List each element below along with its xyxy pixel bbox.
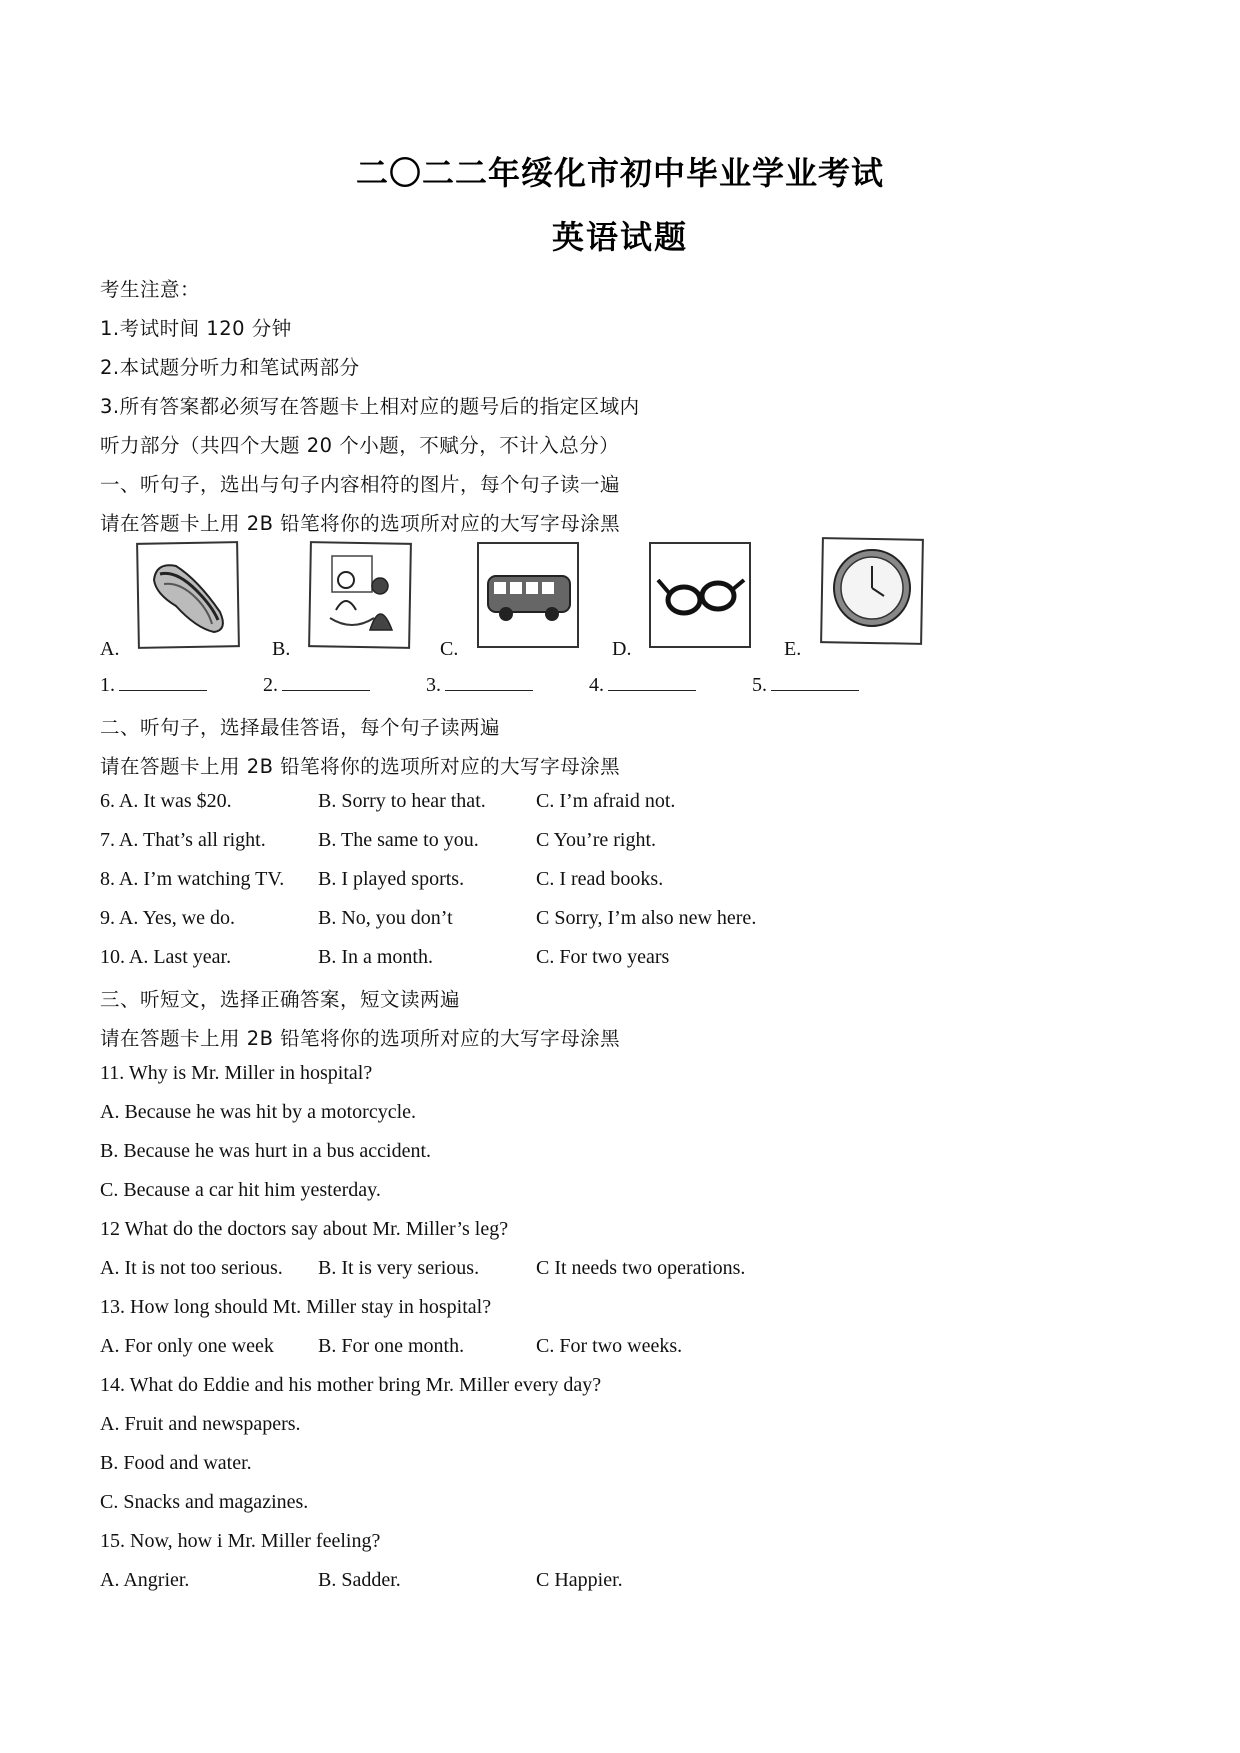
question-15: 15. Now, how i Mr. Miller feeling?	[100, 1530, 381, 1552]
question-row	[100, 868, 1140, 894]
page-subtitle: 英语试题	[551, 218, 688, 256]
option-a: A. Fruit and newspapers.	[100, 1413, 301, 1435]
option-b: B. Food and water.	[100, 1452, 252, 1474]
option-b: B. It is very serious.	[318, 1257, 480, 1279]
page-title: 二〇二二年绥化市初中毕业学业考试	[355, 154, 884, 192]
section1-heading: 一、听句子，选出与句子内容相符的图片，每个句子读一遍	[100, 473, 621, 496]
answer-blank-4[interactable]: 4.	[589, 674, 696, 697]
option-a: 8. A. I’m watching TV.	[100, 868, 285, 890]
option-c: C It needs two operations.	[536, 1257, 746, 1279]
option-c: C. Snacks and magazines.	[100, 1491, 309, 1513]
section2-instruction: 请在答题卡上用 2B 铅笔将你的选项所对应的大写字母涂黑	[100, 755, 621, 778]
question-13: 13. How long should Mt. Miller stay in hospital?	[100, 1296, 492, 1318]
question-row	[100, 946, 1140, 972]
section3-instruction: 请在答题卡上用 2B 铅笔将你的选项所对应的大写字母涂黑	[100, 1027, 621, 1050]
hotdog-icon	[136, 540, 240, 652]
clock-icon	[820, 536, 924, 648]
section2-heading: 二、听句子，选择最佳答语，每个句子读两遍	[100, 716, 501, 739]
option-a: 6. A. It was $20.	[100, 790, 232, 812]
option-b: B. The same to you.	[318, 829, 479, 851]
option-a: A. For only one week	[100, 1335, 274, 1357]
question-14: 14. What do Eddie and his mother bring Mr. Miller every day?	[100, 1374, 602, 1396]
picture-label-e: E.	[784, 638, 802, 660]
option-b: B. No, you don’t	[318, 907, 453, 929]
answer-blank-5[interactable]: 5.	[752, 674, 859, 697]
question-row	[100, 1569, 1140, 1595]
question-row	[100, 1335, 1140, 1361]
question-11: 11. Why is Mr. Miller in hospital?	[100, 1062, 373, 1084]
picture-label-c: C.	[440, 638, 459, 660]
option-a: A. Angrier.	[100, 1569, 190, 1591]
answer-blank-2[interactable]: 2.	[263, 674, 370, 697]
question-12: 12 What do the doctors say about Mr. Miller’s leg?	[100, 1218, 509, 1240]
picture-label-a: A.	[100, 638, 120, 660]
picture-label-b: B.	[272, 638, 291, 660]
option-c: C Happier.	[536, 1569, 623, 1591]
answer-blank-3[interactable]: 3.	[426, 674, 533, 697]
option-b: B. Sorry to hear that.	[318, 790, 486, 812]
people-talking-icon	[308, 540, 412, 652]
option-a: A. It is not too serious.	[100, 1257, 283, 1279]
option-c: C You’re right.	[536, 829, 657, 851]
question-row	[100, 907, 1140, 933]
question-row	[100, 829, 1140, 855]
option-c: C. I read books.	[536, 868, 664, 890]
option-b: B. Because he was hurt in a bus accident.	[100, 1140, 432, 1162]
option-c: C. I’m afraid not.	[536, 790, 676, 812]
picture-label-d: D.	[612, 638, 632, 660]
option-b: B. I played sports.	[318, 868, 465, 890]
option-b: B. For one month.	[318, 1335, 465, 1357]
question-row	[100, 1257, 1140, 1283]
section1-instruction: 请在答题卡上用 2B 铅笔将你的选项所对应的大写字母涂黑	[100, 512, 621, 535]
option-c: C. Because a car hit him yesterday.	[100, 1179, 381, 1201]
notice-heading: 考生注意：	[100, 278, 201, 301]
notice-item: 1.考试时间 120 分钟	[100, 317, 292, 340]
option-a: A. Because he was hit by a motorcycle.	[100, 1101, 417, 1123]
option-b: B. Sadder.	[318, 1569, 401, 1591]
bus-icon	[476, 540, 580, 652]
option-c: C. For two weeks.	[536, 1335, 683, 1357]
option-b: B. In a month.	[318, 946, 433, 968]
question-row	[100, 790, 1140, 816]
glasses-icon	[648, 540, 752, 652]
notice-item: 3.所有答案都必须写在答题卡上相对应的题号后的指定区域内	[100, 395, 640, 418]
section3-heading: 三、听短文，选择正确答案，短文读两遍	[100, 988, 461, 1011]
option-a: 9. A. Yes, we do.	[100, 907, 236, 929]
option-a: 10. A. Last year.	[100, 946, 232, 968]
option-c: C. For two years	[536, 946, 670, 968]
option-c: C Sorry, I’m also new here.	[536, 907, 757, 929]
answer-blank-1[interactable]: 1.	[100, 674, 207, 697]
option-a: 7. A. That’s all right.	[100, 829, 266, 851]
notice-item: 2.本试题分听力和笔试两部分	[100, 356, 360, 379]
listening-heading: 听力部分（共四个大题 20 个小题，不赋分，不计入总分）	[100, 434, 620, 457]
